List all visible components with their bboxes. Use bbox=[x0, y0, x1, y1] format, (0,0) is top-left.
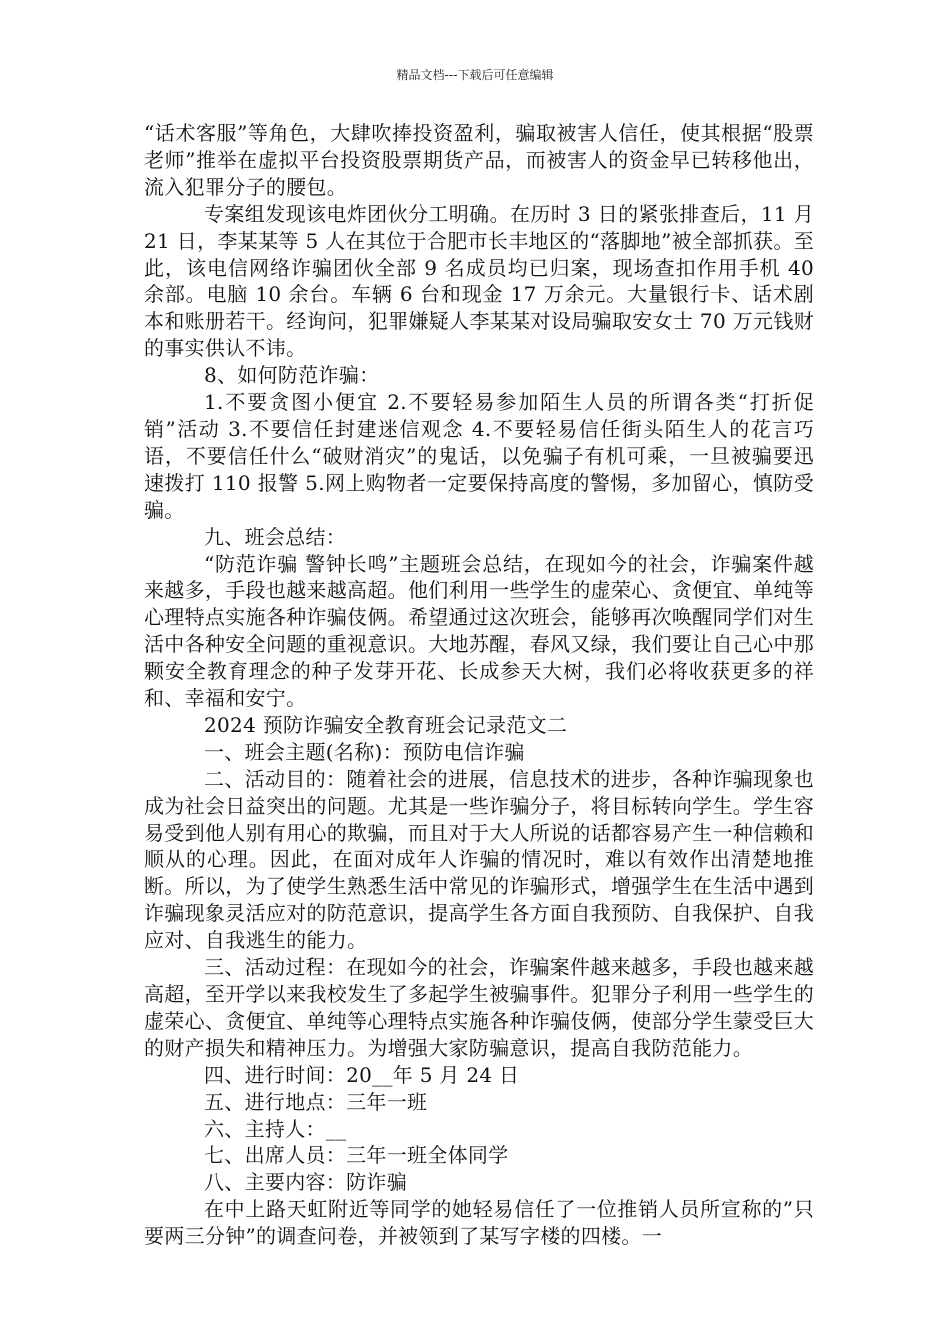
paragraph: 专案组发现该电炸团伙分工明确。在历时 3 日的紧张排查后，11 月 21 日，李某某等 5 人在其位于合肥市长丰地区的“落脚地”被全部抓获。至此，该电信网络诈骗团伙全部 9 名成员均已归案，现场查扣作用手机 40 余部。电脑 10 余台。车辆 6 台和现金 17 万余元。大量银行卡、话术剧本和账册若干。经询问，犯罪嫌疑人李某某对设局骗取安女士 70 万元钱财的事实供认不讳。 bbox=[144, 201, 814, 361]
paragraph: 在中上路天虹附近等同学的她轻易信任了一位推销人员所宣称的”只要两三分钟”的调查问卷，并被领到了某写字楼的四楼。一 bbox=[144, 1197, 814, 1249]
info-line: 六、主持人：__ bbox=[204, 1116, 347, 1141]
page-header: 精品文档---下载后可任意编辑 bbox=[396, 68, 554, 82]
document-subtitle: 2024 预防诈骗安全教育班会记录范文二 bbox=[204, 712, 568, 737]
document-body bbox=[144, 120, 814, 1250]
section-heading: 九、班会总结： bbox=[204, 524, 347, 549]
info-line: 七、出席人员：三年一班全体同学 bbox=[204, 1143, 509, 1168]
info-line: 四、进行时间：20__年 5 月 24 日 bbox=[204, 1062, 520, 1087]
paragraph: 1.不要贪图小便宜 2.不要轻易参加陌生人员的所谓各类“打折促销”活动 3.不要信任封建迷信观念 4.不要轻易信任街头陌生人的花言巧语，不要信任什么“破财消灾”的鬼话，以免骗子有机可乘，一旦被骗要迅速拨打 110 报警 5.网上购物者一定要保持高度的警惕，多加留心，慎防受骗。 bbox=[144, 390, 814, 522]
section-heading: 8、如何防范诈骗： bbox=[204, 363, 380, 388]
paragraph: 三、活动过程：在现如今的社会，诈骗案件越来越多，手段也越来越高超，至开学以来我校发生了多起学生被骗事件。犯罪分子利用一些学生的虚荣心、贪便宜、单纯等心理特点实施各种诈骗伎俩，使部分学生蒙受巨大的财产损失和精神压力。为增强大家防骗意识，提高自我防范能力。 bbox=[144, 955, 814, 1060]
paragraph: “防范诈骗 警钟长鸣”主题班会总结，在现如今的社会，诈骗案件越来越多，手段也越来越高超。他们利用一些学生的虚荣心、贪便宜、单纯等心理特点实施各种诈骗伎俩。希望通过这次班会，能够再次唤醒同学们对生活中各种安全问题的重视意识。大地苏醒，春风又绿，我们要让自己心中那颗安全教育理念的种子发芽开花、长成参天大树，我们必将收获更多的祥和、幸福和安宁。 bbox=[144, 551, 814, 711]
info-line: 五、进行地点：三年一班 bbox=[204, 1089, 428, 1114]
info-line: 八、主要内容：防诈骗 bbox=[204, 1170, 407, 1195]
paragraph: “话术客服”等角色，大肆吹捧投资盈利，骗取被害人信任，使其根据“股票老师”推举在虚拟平台投资股票期货产品，而被害人的资金早已转移他出，流入犯罪分子的腰包。 bbox=[144, 121, 814, 199]
paragraph: 二、活动目的：随着社会的进展，信息技术的进步，各种诈骗现象也成为社会日益突出的问题。尤其是一些诈骗分子，将目标转向学生。学生容易受到他人别有用心的欺骗，而且对于大人所说的话都容易产生一种信赖和顺从的心理。因此，在面对成年人诈骗的情况时，难以有效作出清楚地推断。所以，为了使学生熟悉生活中常见的诈骗形式，增强学生在生活中遇到诈骗现象灵活应对的防范意识，提高学生各方面自我预防、自我保护、自我应对、自我逃生的能力。 bbox=[144, 766, 814, 953]
section-heading: 一、班会主题(名称)：预防电信诈骗 bbox=[204, 739, 525, 764]
